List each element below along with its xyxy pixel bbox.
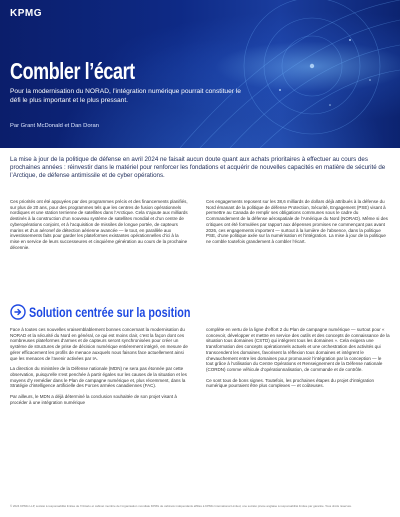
intro-paragraph: La mise à jour de la politique de défense en avril 2024 ne faisait aucun doute quant aux achats prioritaires à effectuer au cours des prochaines années : réinvestir dans le matériel pour renforcer les fondations et acquérir de nouvelles capacités en matière de sécurité de l’Arctique, de défense antimissile et de cyber opérations. <box>10 156 386 179</box>
body-paragraph: La direction du ministère de la Défense nationale (MDN) ne sera pas étonnée par cette observation, puisqu’elle s’est penchée à partir égales sur les causes de la situation et les moyens d’y remédier dans le Plan de campagne numérique et, plus récemment, dans la Stratégie d’intelligence artificielle des Forces armées canadiennes (FAC). <box>10 366 187 389</box>
legal-footer: © 2024 KPMG LLP, société à responsabilité limitée de l’Ontario et cabinet membre de l’organisation mondiale KPMG de cabinets indépendants affiliés à KPMG International Limited, une société privée anglaise à responsabilité limitée par garantie. Tous droits réservés. <box>10 504 352 508</box>
hero-banner <box>0 0 400 148</box>
authors-byline: Par Grant McDonald et Dan Doran <box>10 123 99 129</box>
section2-left-column <box>10 327 188 410</box>
hero-lead-text: Pour la modernisation du NORAD, l’intégration numérique pourrait constituer le défi le plus important et le plus pressant. <box>10 88 241 104</box>
body-paragraph: Ce sont tous de bons signes. Toutefois, les prochaines étapes du projet d’intégration numérique pourraient être plus complexes — et coûteuses. <box>206 377 375 389</box>
body-paragraph: Ces engagements reposent sur les 38,6 milliards de dollars déjà attribués à la défense du Nord émanant de la politique de défense Protection, Sécurité, Engagement (PSE) visant à permettre au Canada de remplir ses obligations communes sous le cadre du Commandement de la défense aérospatiale de l’Amérique du Nord (NORAD). Même si des critiques ont été formulées par rapport aux dépenses promises ne commençant pas avant 2026, ces engagements importent — surtout à la lumière de l’absence, dans la politique PSE, d’une politique axée sur la numérisation et l’intégration. La mise à jour de la politique ne comble toutefois grandement à combler l’écart. <box>206 199 388 244</box>
section2-right-column <box>206 327 390 394</box>
body-paragraph: complète en vertu de la ligne d’effort 2 du Plan de campagne numérique — surtout pour « concevoir, développer et mettre en service des outils et des concepts de connaissance de la situation tous domaines (CSTD) qui intègrent tous les domaines ». Cela exigera une transformation des concepts opérationnels actuels et une orchestration des activités qui transcendent les domaines, favorisent la réflexion tous domaines et intègrent le chevauchement entre les domaines pour promouvoir l’intégration par la conception — le tout grâce à l’utilisation du Centre Opérations et Renseignement de la Défense nationale (CORDN) comme véhicule d’opérationnalisation, de commande et de contrôle. <box>206 327 390 372</box>
section1-left-column <box>10 199 188 255</box>
body-paragraph: Par ailleurs, le MDN a déjà déterminé la conclusion souhaitée de son projet visant à procéder à une intégration numérique <box>10 394 177 405</box>
section-title: Solution centrée sur la position <box>29 305 191 320</box>
body-paragraph: Ces priorités ont été appuyées par des programmes précis et des financements planifiés, sur plus de 20 ans, pour des programmes tels que les centres de fusion opérationnels nordiques et une station terrienne de satellites dans l’Arctique. Cela s’ajoute aux milliards destinés à la construction d’un nouveau système de satellites mondial et d’un centre de cyberopérations conjoint, et à l’acquisition de missiles de longue portée, de capteurs marins et d’un aéronef de détection aérienne avancée — le tout, en parallèle aux investissements faits pour garder les plateformes existantes opérationnelles d’ici à la mise en service de leurs successeures et cinquième génération au cours de la prochaine décennie. <box>10 199 188 250</box>
page-title: Combler l’écart <box>10 58 135 84</box>
circle-arrow-icon <box>10 304 26 320</box>
kpmg-logo: KPMG <box>10 8 42 19</box>
body-paragraph: Face à toutes ces nouvelles vraisemblablement bonnes concernant la modernisation du NORAD et la sécurité du Nord en général, ce qui est moins clair, c’est la façon dont ces nombreuses plateformes d’armes et de capteurs seront synchronisées pour créer un système de structures de prise de décision numérique entièrement intégré, en mesure de gérer efficacement les profils de menace auxquels nous faisons face actuellement ainsi que les menaces de l’avenir activées par IA. <box>10 327 188 361</box>
section1-right-column <box>206 199 390 250</box>
